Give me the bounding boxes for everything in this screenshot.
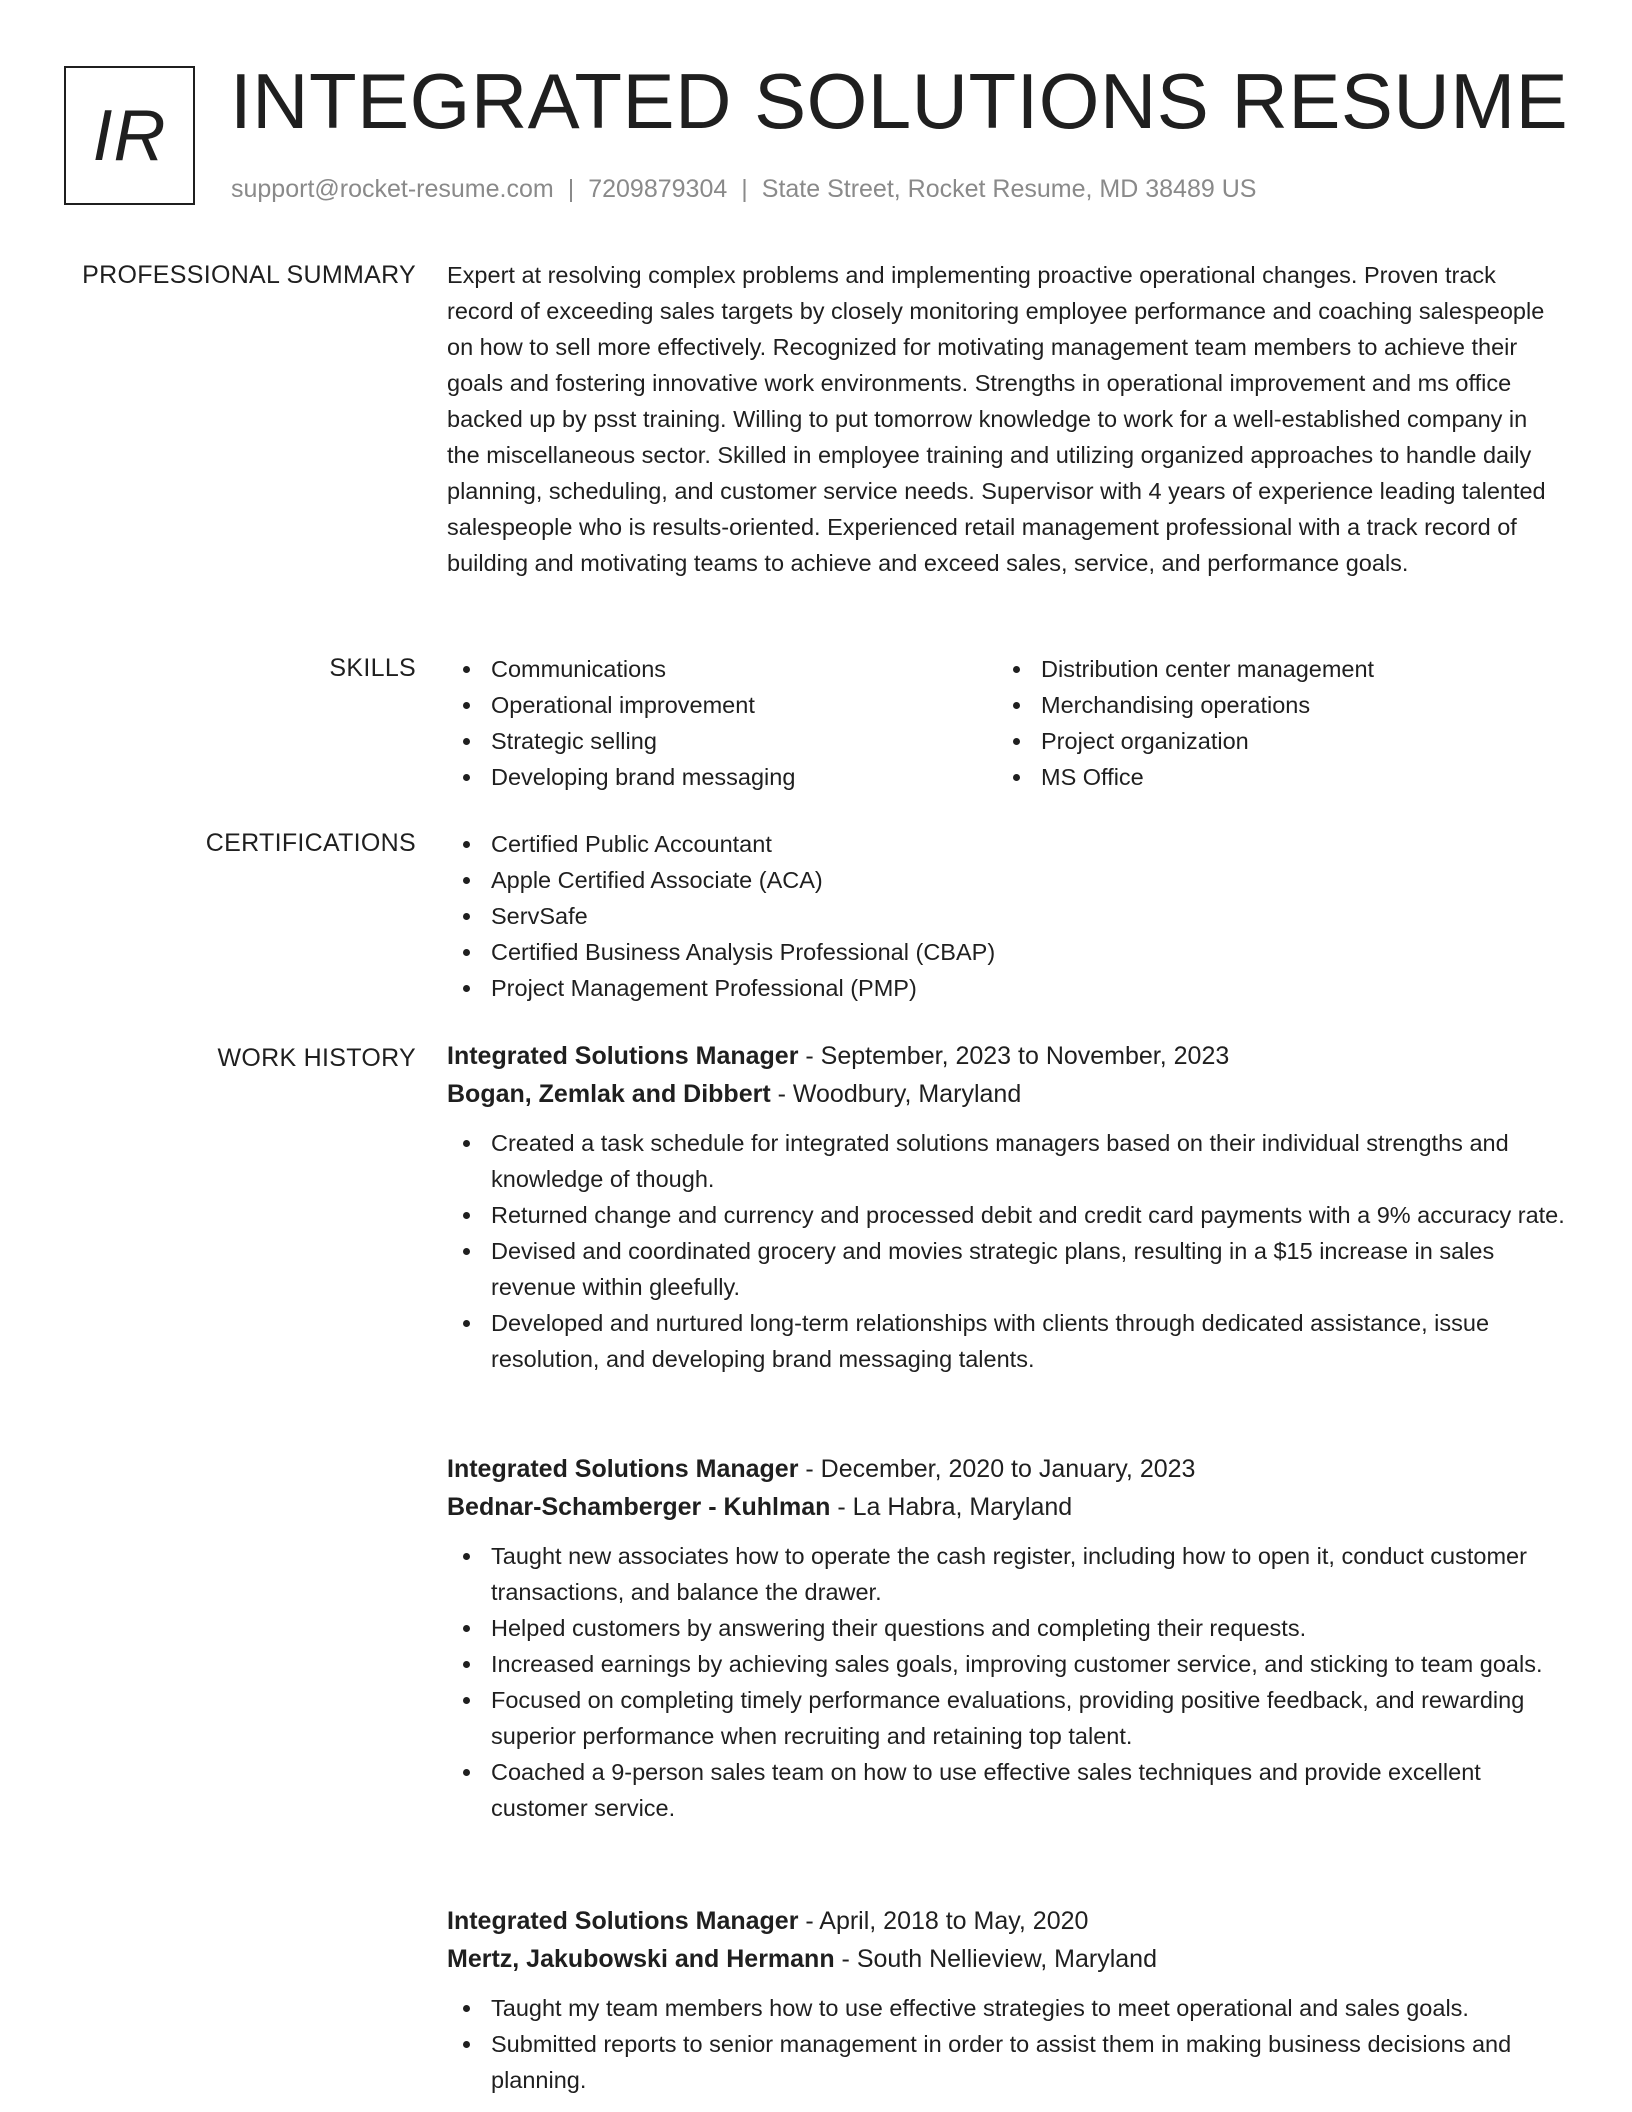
job-location: - South Nellieview, Maryland [834,1945,1157,1973]
job-bullet: Increased earnings by achieving sales goals, improving customer service, and sticking to team goals. [447,1646,1565,1682]
certifications-heading: CERTIFICATIONS [205,829,416,857]
job-entry [447,1037,1565,1377]
contact-line [231,174,1256,204]
certification-item: Certified Public Accountant [447,826,1565,862]
certification-item: Certified Business Analysis Professional (CBAP) [447,934,1565,970]
job-title-line [447,1037,1565,1075]
skill-item: Communications [447,651,997,687]
job-company-line [447,1940,1565,1978]
monogram-text: IR [92,95,167,176]
skill-item: Operational improvement [447,687,997,723]
skill-item: MS Office [997,759,1547,795]
job-bullets [447,1125,1565,1377]
job-title: Integrated Solutions Manager [447,1455,799,1483]
job-bullet: Devised and coordinated grocery and movies strategic plans, resulting in a $15 increase in sales revenue within gleefully. [447,1233,1565,1305]
certification-item: Apple Certified Associate (ACA) [447,862,1565,898]
job-bullet: Focused on completing timely performance evaluations, providing positive feedback, and rewarding superior performance when recruiting and retaining top talent. [447,1682,1565,1754]
skill-item: Project organization [997,723,1547,759]
job-bullet: Coached a 9-person sales team on how to use effective sales techniques and provide excellent customer service. [447,1754,1565,1826]
job-dates: - September, 2023 to November, 2023 [798,1042,1230,1070]
skills-grid [447,651,1565,795]
certifications-list [447,826,1565,1006]
contact-phone[interactable]: 7209879304 [588,175,728,203]
job-entry [447,1902,1565,2098]
job-dates: - December, 2020 to January, 2023 [798,1455,1196,1483]
job-location: - Woodbury, Maryland [770,1080,1022,1108]
job-bullet: Returned change and currency and processed debit and credit card payments with a 9% accuracy rate. [447,1197,1565,1233]
job-dates: - April, 2018 to May, 2020 [798,1907,1089,1935]
job-company: Mertz, Jakubowski and Hermann [447,1945,835,1973]
job-location: - La Habra, Maryland [830,1493,1073,1521]
job-bullet: Taught new associates how to operate the cash register, including how to open it, conduct customer transactions, and balance the drawer. [447,1538,1565,1610]
job-bullet: Created a task schedule for integrated solutions managers based on their individual strengths and knowledge of though. [447,1125,1565,1197]
contact-address: State Street, Rocket Resume, MD 38489 US [761,175,1257,203]
job-company-line [447,1075,1565,1113]
contact-separator: | [567,175,575,203]
job-bullet: Taught my team members how to use effective strategies to meet operational and sales goals. [447,1990,1565,2026]
certification-item: ServSafe [447,898,1565,934]
job-company: Bednar-Schamberger - Kuhlman [447,1493,831,1521]
job-bullets [447,1538,1565,1826]
job-bullets [447,1990,1565,2098]
contact-email[interactable]: support@rocket-resume.com [231,175,554,203]
summary-section [447,257,1565,581]
job-title-line [447,1450,1565,1488]
summary-text: Expert at resolving complex problems and implementing proactive operational changes. Proven track record of exceeding sales targets by closely monitoring employee performance and coaching salespeople on how to sell more effectively. Recognized for motivating management team members to achieve their goals and fostering innovative work environments. Strengths in operational improvement and ms office backed up by psst training. Willing to put tomorrow knowledge to work for a well-established company in the miscellaneous sector. Skilled in employee training and utilizing organized approaches to handle daily planning, scheduling, and customer service needs. Supervisor with 4 years of experience leading talented salespeople who is results-oriented. Experienced retail management professional with a track record of building and motivating teams to achieve and exceed sales, service, and performance goals. [447,262,1546,576]
job-bullet: Helped customers by answering their questions and completing their requests. [447,1610,1565,1646]
skill-item: Merchandising operations [997,687,1547,723]
skills-column-left [447,651,997,795]
skills-heading: SKILLS [329,654,416,682]
monogram-logo [64,66,195,205]
job-title: Integrated Solutions Manager [447,1042,799,1070]
job-company-line [447,1488,1565,1526]
job-entry [447,1450,1565,1826]
job-title: Integrated Solutions Manager [447,1907,799,1935]
contact-separator: | [741,175,748,203]
summary-heading: PROFESSIONAL SUMMARY [82,261,416,289]
work-history-heading: WORK HISTORY [217,1044,416,1072]
job-company: Bogan, Zemlak and Dibbert [447,1080,771,1108]
skill-item: Strategic selling [447,723,997,759]
resume-name: INTEGRATED SOLUTIONS RESUME [230,57,1569,145]
skills-column-right [997,651,1547,795]
job-title-line [447,1902,1565,1940]
skill-item: Distribution center management [997,651,1547,687]
certification-item: Project Management Professional (PMP) [447,970,1565,1006]
certifications-section [447,826,1565,1006]
job-bullet: Submitted reports to senior management in order to assist them in making business decisions and planning. [447,2026,1565,2098]
skills-section [447,651,1565,795]
job-bullet: Developed and nurtured long-term relationships with clients through dedicated assistance, issue resolution, and developing brand messaging talents. [447,1305,1565,1377]
skill-item: Developing brand messaging [447,759,997,795]
